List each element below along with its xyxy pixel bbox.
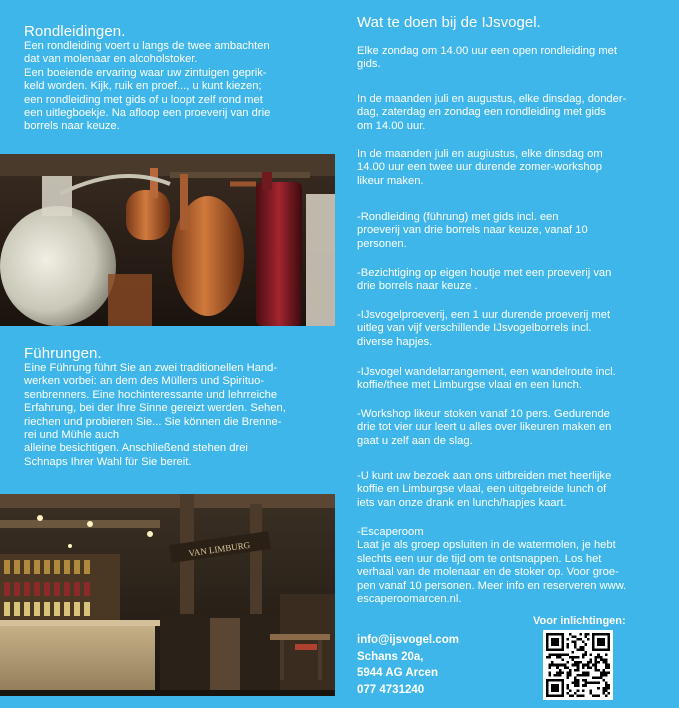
contact-city: 5944 AG Arcen: [357, 667, 438, 679]
qr-code-icon[interactable]: [543, 630, 613, 700]
fuhrungen-heading: Führungen.: [24, 345, 102, 362]
paragraph-extend-visit: -U kunt uw bezoek aan ons uitbreiden met heerlijke koffie en Limburgse vlaai, een uitgebreide lunch of iets van onze drank en lunch/hapjes kaart.: [357, 470, 612, 509]
activities-title: Wat te doen bij de IJsvogel.: [357, 14, 541, 31]
shop-interior-photo: [0, 494, 335, 696]
paragraph-summer-tours: In de maanden juli en augustus, elke dinsdag, donder- dag, zaterdag en zondag een rondleiding met gids om 14.00 uur.: [357, 93, 627, 132]
paragraph-liqueur-workshop: -Workshop likeur stoken vanaf 10 pers. Gedurende drie tot vier uur leert u alles over likeuren maken en gaat u zelf aan de slag.: [357, 408, 612, 447]
paragraph-tasting: -IJsvogelproeverij, een 1 uur durende proeverij met uitleg van vijf verschillende IJsvogelborrels incl. diverse hapjes.: [357, 309, 611, 348]
paragraph-walking-arrangement: -IJsvogel wandelarrangement, een wandelroute incl. koffie/thee met Limburgse vlaai en een lunch.: [357, 366, 616, 392]
page-bottom-margin: [0, 708, 679, 720]
paragraph-summer-workshop: In de maanden juli en augiustus, elke dinsdag om 14.00 uur een twee uur durende zomer-workshop likeur maken.: [357, 148, 603, 187]
limburg-sign-text: VAN LIMBURG: [187, 539, 251, 559]
rondleidingen-text: Een rondleiding voert u langs de twee ambachten dat van molenaar en alcoholstoker. Een boeiende ervaring waar uw zintuigen geprik- keld worden. Kijk, ruik en proef..., u kunt kiezen; een rondleiding met gids of u loopt zelf rond met een uitlegboekje. Na afloop een proeverij van drie borrels naar keuze.: [24, 40, 271, 133]
paragraph-self-tour: -Bezichtiging op eigen houtje met een proeverij van drie borrels naar keuze .: [357, 267, 612, 293]
right-column: [357, 0, 672, 708]
contact-email[interactable]: info@ijsvogel.com: [357, 634, 459, 646]
contact-street: Schans 20a,: [357, 650, 424, 663]
contact-block: [357, 632, 459, 698]
rondleidingen-heading: Rondleidingen.: [24, 23, 126, 40]
distillery-photo: [0, 154, 335, 326]
left-column: [0, 0, 335, 708]
paragraph-escaperoom: -Escaperoom Laat je als groep opsluiten in de watermolen, je hebt slechts een uur de tijd om te ontsnappen. Los het verhaal van de molenaar en de stoker op. Voor groe- pen vanaf 10 personen. Meer info en reserveren www. escaperoomarcen.nl.: [357, 526, 627, 606]
fuhrungen-text: Eine Führung führt Sie an zwei traditionellen Hand- werken vorbei: an dem des Müllers und Spirituo- senbrenners. Eine hochinteressante und lehrreiche Erfahrung, bei der Ihre Sinne gereizt werden. Sehen, riechen und probieren Sie... Sie können die Brenne- rei und Mühle auch alleine besichtigen. Anschließend stehen drei Schnaps Ihrer Wahl für Sie bereit.: [24, 362, 286, 468]
info-label: Voor inlichtingen:: [533, 615, 626, 627]
paragraph-guided-tour: -Rondleiding (führung) met gids incl. een proeverij van drie borrels naar keuze, vanaf 10 personen.: [357, 211, 588, 250]
paragraph-sunday-tour: Elke zondag om 14.00 uur een open rondleiding met gids.: [357, 45, 617, 71]
contact-phone[interactable]: 077 4731240: [357, 683, 425, 696]
